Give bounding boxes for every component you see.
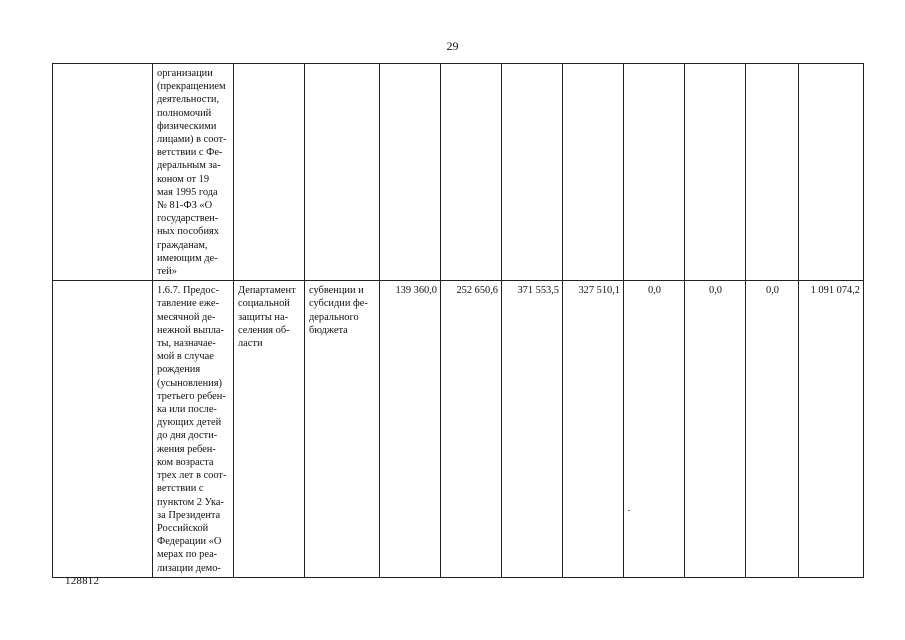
blank-cell [53, 64, 153, 281]
value-cell-1 [380, 64, 441, 281]
total-cell: 1 091 074,2 [799, 281, 864, 577]
executor-cell: Департамент социальной защиты на- селения об- ласти [234, 281, 305, 577]
budget-table [52, 63, 864, 578]
value-cell-5: 0,0 [624, 281, 685, 577]
value-cell-1: 139 360,0 [380, 281, 441, 577]
funding-source-cell: субвенции и субсидии фе- дерального бюджета [305, 281, 380, 577]
value-cell-7: 0,0 [746, 281, 799, 577]
document-code: 128812 [65, 575, 100, 587]
scan-speck [628, 510, 630, 511]
value-cell-2: 252 650,6 [441, 281, 502, 577]
table-row [53, 64, 864, 281]
value-cell-6 [685, 64, 746, 281]
value-cell-7 [746, 64, 799, 281]
executor-cell [234, 64, 305, 281]
value-cell-4 [563, 64, 624, 281]
value-cell-5 [624, 64, 685, 281]
funding-source-cell [305, 64, 380, 281]
value-cell-3 [502, 64, 563, 281]
value-cell-2 [441, 64, 502, 281]
value-cell-3: 371 553,5 [502, 281, 563, 577]
value-cell-4: 327 510,1 [563, 281, 624, 577]
total-cell [799, 64, 864, 281]
measure-cell: 1.6.7. Предос- тавление еже- месячной де- нежной выпла- ты, назначае- мой в случае рождения (усыновления) третьего ребен- ка или после- дующих детей до дня дости- жения ребен- ком возраста трех лет в соот- ветствии с пунктом 2 Ука- за Президента Российской Федерации «О мерах по реа- лизации демо- [153, 281, 234, 577]
page-number: 29 [446, 39, 459, 53]
value-cell-6: 0,0 [685, 281, 746, 577]
measure-cell: организации (прекращением деятельности, полномочий физическими лицами) в соот- ветствии с Фе- деральным за- коном от 19 мая 1995 года № 81-ФЗ «О государствен- ных пособиях гражданам, имеющим де- тей» [153, 64, 234, 281]
blank-cell [53, 281, 153, 577]
table-row [53, 281, 864, 577]
